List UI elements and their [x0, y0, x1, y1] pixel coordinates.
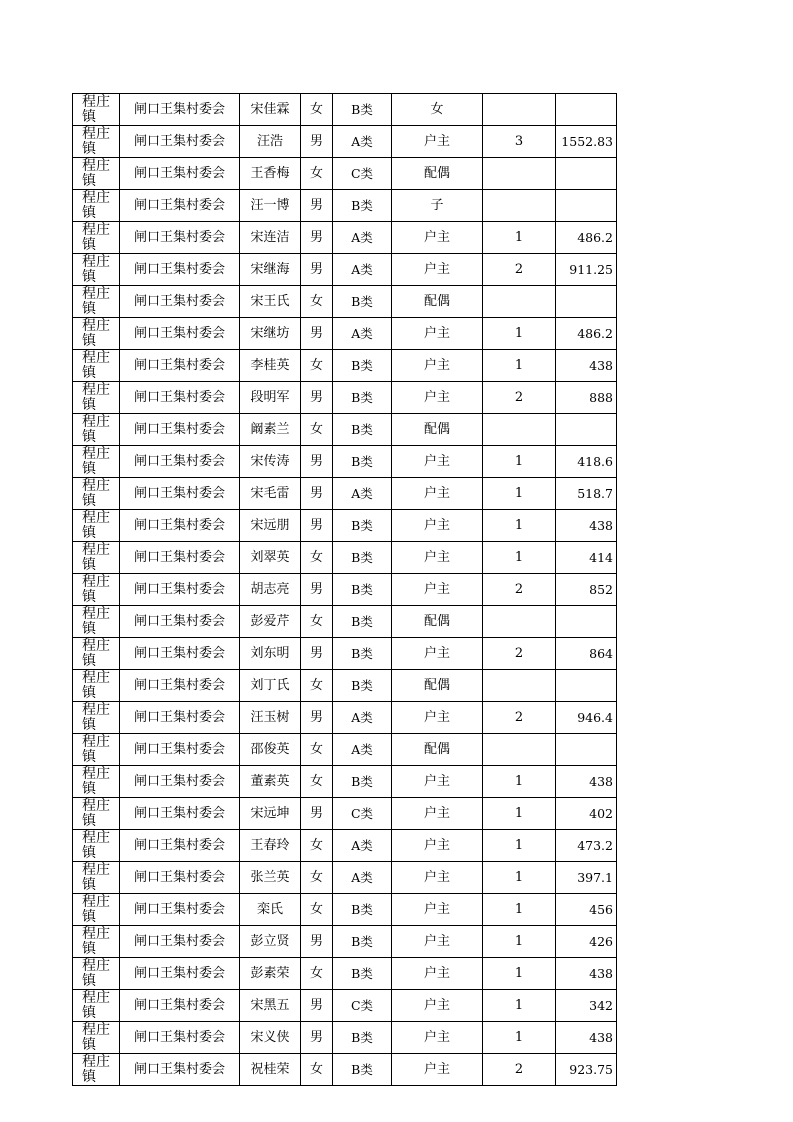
- table-row: [73, 958, 617, 990]
- relation-cell: 配偶: [392, 286, 483, 318]
- amount-cell: 438: [556, 1022, 617, 1054]
- category-cell: A类: [333, 254, 392, 286]
- amount-cell: [556, 158, 617, 190]
- village-cell: 闸口王集村委会: [120, 478, 240, 510]
- amount-cell: 438: [556, 350, 617, 382]
- category-cell: A类: [333, 830, 392, 862]
- name-cell: 宋佳霖: [240, 94, 301, 126]
- relation-cell: 户主: [392, 830, 483, 862]
- gender-cell: 女: [301, 542, 333, 574]
- relation-cell: 户主: [392, 446, 483, 478]
- village-cell: 闸口王集村委会: [120, 702, 240, 734]
- amount-cell: 438: [556, 510, 617, 542]
- relation-cell: 户主: [392, 126, 483, 158]
- household-count-cell: 1: [483, 830, 556, 862]
- village-cell: 闸口王集村委会: [120, 510, 240, 542]
- relation-cell: 户主: [392, 862, 483, 894]
- village-cell: 闸口王集村委会: [120, 542, 240, 574]
- category-cell: B类: [333, 606, 392, 638]
- table-row: [73, 734, 617, 766]
- relation-cell: 户主: [392, 702, 483, 734]
- relation-cell: 户主: [392, 222, 483, 254]
- category-cell: B类: [333, 382, 392, 414]
- category-cell: A类: [333, 702, 392, 734]
- village-cell: 闸口王集村委会: [120, 958, 240, 990]
- amount-cell: 518.7: [556, 478, 617, 510]
- name-cell: 宋继坊: [240, 318, 301, 350]
- gender-cell: 男: [301, 574, 333, 606]
- table-row: [73, 126, 617, 158]
- town-cell: 程庄镇: [73, 958, 120, 990]
- household-count-cell: 1: [483, 766, 556, 798]
- amount-cell: 911.25: [556, 254, 617, 286]
- household-count-cell: 2: [483, 574, 556, 606]
- amount-cell: 426: [556, 926, 617, 958]
- category-cell: B类: [333, 958, 392, 990]
- category-cell: B类: [333, 510, 392, 542]
- name-cell: 段明军: [240, 382, 301, 414]
- amount-cell: 438: [556, 766, 617, 798]
- table-row: [73, 414, 617, 446]
- village-cell: 闸口王集村委会: [120, 382, 240, 414]
- town-cell: 程庄镇: [73, 190, 120, 222]
- gender-cell: 男: [301, 254, 333, 286]
- relation-cell: 配偶: [392, 158, 483, 190]
- table-row: [73, 286, 617, 318]
- relation-cell: 户主: [392, 894, 483, 926]
- relation-cell: 户主: [392, 574, 483, 606]
- village-cell: 闸口王集村委会: [120, 1054, 240, 1086]
- category-cell: B类: [333, 574, 392, 606]
- town-cell: 程庄镇: [73, 382, 120, 414]
- gender-cell: 男: [301, 318, 333, 350]
- name-cell: 彭立贤: [240, 926, 301, 958]
- relation-cell: 户主: [392, 766, 483, 798]
- category-cell: A类: [333, 222, 392, 254]
- relation-cell: 户主: [392, 542, 483, 574]
- category-cell: B类: [333, 446, 392, 478]
- table-row: [73, 542, 617, 574]
- table-row: [73, 510, 617, 542]
- table-row: [73, 1054, 617, 1086]
- village-cell: 闸口王集村委会: [120, 254, 240, 286]
- town-cell: 程庄镇: [73, 158, 120, 190]
- amount-cell: 402: [556, 798, 617, 830]
- village-cell: 闸口王集村委会: [120, 126, 240, 158]
- gender-cell: 女: [301, 734, 333, 766]
- household-count-cell: 1: [483, 926, 556, 958]
- name-cell: 汪一博: [240, 190, 301, 222]
- village-cell: 闸口王集村委会: [120, 414, 240, 446]
- household-count-cell: 1: [483, 862, 556, 894]
- relation-cell: 户主: [392, 350, 483, 382]
- name-cell: 宋远朋: [240, 510, 301, 542]
- name-cell: 宋继海: [240, 254, 301, 286]
- table-row: [73, 574, 617, 606]
- amount-cell: 923.75: [556, 1054, 617, 1086]
- village-cell: 闸口王集村委会: [120, 798, 240, 830]
- household-count-cell: 1: [483, 798, 556, 830]
- village-cell: 闸口王集村委会: [120, 862, 240, 894]
- category-cell: B类: [333, 926, 392, 958]
- name-cell: 张兰英: [240, 862, 301, 894]
- name-cell: 邵俊英: [240, 734, 301, 766]
- table-row: [73, 830, 617, 862]
- table-row: [73, 382, 617, 414]
- village-cell: 闸口王集村委会: [120, 638, 240, 670]
- table-row: [73, 446, 617, 478]
- amount-cell: 864: [556, 638, 617, 670]
- village-cell: 闸口王集村委会: [120, 158, 240, 190]
- relation-cell: 配偶: [392, 606, 483, 638]
- village-cell: 闸口王集村委会: [120, 670, 240, 702]
- table-body: [73, 94, 617, 1086]
- household-count-cell: 1: [483, 446, 556, 478]
- gender-cell: 男: [301, 638, 333, 670]
- town-cell: 程庄镇: [73, 862, 120, 894]
- gender-cell: 男: [301, 446, 333, 478]
- amount-cell: 397.1: [556, 862, 617, 894]
- town-cell: 程庄镇: [73, 318, 120, 350]
- household-count-cell: [483, 158, 556, 190]
- town-cell: 程庄镇: [73, 638, 120, 670]
- town-cell: 程庄镇: [73, 446, 120, 478]
- relation-cell: 户主: [392, 926, 483, 958]
- relation-cell: 户主: [392, 638, 483, 670]
- name-cell: 胡志亮: [240, 574, 301, 606]
- category-cell: A类: [333, 318, 392, 350]
- town-cell: 程庄镇: [73, 542, 120, 574]
- table-row: [73, 158, 617, 190]
- town-cell: 程庄镇: [73, 126, 120, 158]
- town-cell: 程庄镇: [73, 926, 120, 958]
- name-cell: 王春玲: [240, 830, 301, 862]
- household-count-cell: 2: [483, 254, 556, 286]
- household-count-cell: 1: [483, 222, 556, 254]
- household-count-cell: [483, 414, 556, 446]
- name-cell: 彭素荣: [240, 958, 301, 990]
- town-cell: 程庄镇: [73, 414, 120, 446]
- name-cell: 汪浩: [240, 126, 301, 158]
- name-cell: 栾氏: [240, 894, 301, 926]
- household-count-cell: [483, 94, 556, 126]
- village-cell: 闸口王集村委会: [120, 318, 240, 350]
- amount-cell: [556, 286, 617, 318]
- town-cell: 程庄镇: [73, 670, 120, 702]
- relation-cell: 户主: [392, 958, 483, 990]
- table-row: [73, 990, 617, 1022]
- gender-cell: 女: [301, 766, 333, 798]
- town-cell: 程庄镇: [73, 1022, 120, 1054]
- village-cell: 闸口王集村委会: [120, 286, 240, 318]
- household-count-cell: 1: [483, 478, 556, 510]
- gender-cell: 女: [301, 670, 333, 702]
- amount-cell: 946.4: [556, 702, 617, 734]
- amount-cell: [556, 670, 617, 702]
- town-cell: 程庄镇: [73, 1054, 120, 1086]
- gender-cell: 女: [301, 94, 333, 126]
- table-row: [73, 798, 617, 830]
- gender-cell: 男: [301, 478, 333, 510]
- gender-cell: 男: [301, 222, 333, 254]
- village-cell: 闸口王集村委会: [120, 990, 240, 1022]
- town-cell: 程庄镇: [73, 222, 120, 254]
- town-cell: 程庄镇: [73, 990, 120, 1022]
- gender-cell: 女: [301, 286, 333, 318]
- relation-cell: 女: [392, 94, 483, 126]
- amount-cell: 342: [556, 990, 617, 1022]
- relation-cell: 配偶: [392, 670, 483, 702]
- relation-cell: 户主: [392, 254, 483, 286]
- gender-cell: 女: [301, 158, 333, 190]
- table-row: [73, 766, 617, 798]
- name-cell: 彭爱芹: [240, 606, 301, 638]
- amount-cell: 852: [556, 574, 617, 606]
- name-cell: 刘丁氏: [240, 670, 301, 702]
- category-cell: A类: [333, 478, 392, 510]
- gender-cell: 女: [301, 894, 333, 926]
- household-count-cell: 1: [483, 510, 556, 542]
- assistance-table: [72, 93, 617, 1086]
- relation-cell: 配偶: [392, 734, 483, 766]
- relation-cell: 户主: [392, 318, 483, 350]
- household-count-cell: 2: [483, 638, 556, 670]
- table-row: [73, 670, 617, 702]
- relation-cell: 户主: [392, 478, 483, 510]
- gender-cell: 男: [301, 702, 333, 734]
- name-cell: 王香梅: [240, 158, 301, 190]
- amount-cell: 414: [556, 542, 617, 574]
- name-cell: 汪玉树: [240, 702, 301, 734]
- table-row: [73, 318, 617, 350]
- amount-cell: 1552.83: [556, 126, 617, 158]
- town-cell: 程庄镇: [73, 894, 120, 926]
- table-row: [73, 254, 617, 286]
- amount-cell: 473.2: [556, 830, 617, 862]
- town-cell: 程庄镇: [73, 286, 120, 318]
- town-cell: 程庄镇: [73, 830, 120, 862]
- category-cell: B类: [333, 638, 392, 670]
- table-row: [73, 350, 617, 382]
- household-count-cell: 1: [483, 990, 556, 1022]
- town-cell: 程庄镇: [73, 606, 120, 638]
- name-cell: 刘翠英: [240, 542, 301, 574]
- town-cell: 程庄镇: [73, 798, 120, 830]
- town-cell: 程庄镇: [73, 510, 120, 542]
- household-count-cell: [483, 734, 556, 766]
- category-cell: C类: [333, 990, 392, 1022]
- relation-cell: 户主: [392, 382, 483, 414]
- gender-cell: 男: [301, 926, 333, 958]
- relation-cell: 子: [392, 190, 483, 222]
- category-cell: B类: [333, 286, 392, 318]
- table-row: [73, 638, 617, 670]
- amount-cell: 418.6: [556, 446, 617, 478]
- household-count-cell: 2: [483, 702, 556, 734]
- category-cell: B类: [333, 94, 392, 126]
- category-cell: B类: [333, 1022, 392, 1054]
- town-cell: 程庄镇: [73, 350, 120, 382]
- name-cell: 宋王氏: [240, 286, 301, 318]
- name-cell: 董素英: [240, 766, 301, 798]
- table-row: [73, 190, 617, 222]
- table-row: [73, 926, 617, 958]
- amount-cell: [556, 606, 617, 638]
- household-count-cell: 2: [483, 1054, 556, 1086]
- village-cell: 闸口王集村委会: [120, 190, 240, 222]
- gender-cell: 男: [301, 1022, 333, 1054]
- gender-cell: 男: [301, 990, 333, 1022]
- gender-cell: 女: [301, 830, 333, 862]
- category-cell: B类: [333, 766, 392, 798]
- village-cell: 闸口王集村委会: [120, 446, 240, 478]
- amount-cell: 888: [556, 382, 617, 414]
- village-cell: 闸口王集村委会: [120, 766, 240, 798]
- amount-cell: [556, 734, 617, 766]
- gender-cell: 男: [301, 798, 333, 830]
- gender-cell: 男: [301, 190, 333, 222]
- category-cell: B类: [333, 894, 392, 926]
- village-cell: 闸口王集村委会: [120, 222, 240, 254]
- category-cell: A类: [333, 126, 392, 158]
- amount-cell: 438: [556, 958, 617, 990]
- town-cell: 程庄镇: [73, 734, 120, 766]
- household-count-cell: 1: [483, 350, 556, 382]
- category-cell: C类: [333, 798, 392, 830]
- amount-cell: [556, 414, 617, 446]
- relation-cell: 户主: [392, 1054, 483, 1086]
- name-cell: 宋传涛: [240, 446, 301, 478]
- category-cell: B类: [333, 190, 392, 222]
- category-cell: B类: [333, 350, 392, 382]
- gender-cell: 女: [301, 414, 333, 446]
- household-count-cell: 1: [483, 894, 556, 926]
- town-cell: 程庄镇: [73, 766, 120, 798]
- town-cell: 程庄镇: [73, 574, 120, 606]
- category-cell: B类: [333, 670, 392, 702]
- gender-cell: 男: [301, 382, 333, 414]
- category-cell: B类: [333, 542, 392, 574]
- table-row: [73, 222, 617, 254]
- gender-cell: 女: [301, 1054, 333, 1086]
- household-count-cell: [483, 286, 556, 318]
- village-cell: 闸口王集村委会: [120, 894, 240, 926]
- town-cell: 程庄镇: [73, 94, 120, 126]
- amount-cell: 456: [556, 894, 617, 926]
- table-row: [73, 894, 617, 926]
- relation-cell: 户主: [392, 798, 483, 830]
- name-cell: 宋毛雷: [240, 478, 301, 510]
- table-row: [73, 478, 617, 510]
- village-cell: 闸口王集村委会: [120, 1022, 240, 1054]
- table-row: [73, 862, 617, 894]
- table-row: [73, 606, 617, 638]
- household-count-cell: 3: [483, 126, 556, 158]
- name-cell: 李桂英: [240, 350, 301, 382]
- category-cell: C类: [333, 158, 392, 190]
- village-cell: 闸口王集村委会: [120, 830, 240, 862]
- village-cell: 闸口王集村委会: [120, 734, 240, 766]
- name-cell: 宋义侠: [240, 1022, 301, 1054]
- relation-cell: 户主: [392, 1022, 483, 1054]
- village-cell: 闸口王集村委会: [120, 94, 240, 126]
- town-cell: 程庄镇: [73, 702, 120, 734]
- household-count-cell: [483, 190, 556, 222]
- table-row: [73, 702, 617, 734]
- village-cell: 闸口王集村委会: [120, 606, 240, 638]
- amount-cell: [556, 94, 617, 126]
- category-cell: A类: [333, 862, 392, 894]
- household-count-cell: 1: [483, 958, 556, 990]
- category-cell: B类: [333, 1054, 392, 1086]
- relation-cell: 配偶: [392, 414, 483, 446]
- amount-cell: 486.2: [556, 318, 617, 350]
- relation-cell: 户主: [392, 990, 483, 1022]
- table-row: [73, 1022, 617, 1054]
- household-count-cell: [483, 606, 556, 638]
- village-cell: 闸口王集村委会: [120, 574, 240, 606]
- name-cell: 宋黑五: [240, 990, 301, 1022]
- household-count-cell: 1: [483, 542, 556, 574]
- name-cell: 刘东明: [240, 638, 301, 670]
- gender-cell: 女: [301, 958, 333, 990]
- town-cell: 程庄镇: [73, 478, 120, 510]
- relation-cell: 户主: [392, 510, 483, 542]
- gender-cell: 女: [301, 350, 333, 382]
- category-cell: B类: [333, 414, 392, 446]
- town-cell: 程庄镇: [73, 254, 120, 286]
- household-count-cell: 1: [483, 1022, 556, 1054]
- amount-cell: 486.2: [556, 222, 617, 254]
- village-cell: 闸口王集村委会: [120, 926, 240, 958]
- gender-cell: 男: [301, 126, 333, 158]
- amount-cell: [556, 190, 617, 222]
- category-cell: A类: [333, 734, 392, 766]
- name-cell: 阚素兰: [240, 414, 301, 446]
- table-row: [73, 94, 617, 126]
- household-count-cell: [483, 670, 556, 702]
- gender-cell: 女: [301, 862, 333, 894]
- name-cell: 宋远坤: [240, 798, 301, 830]
- gender-cell: 男: [301, 510, 333, 542]
- name-cell: 祝桂荣: [240, 1054, 301, 1086]
- household-count-cell: 2: [483, 382, 556, 414]
- name-cell: 宋连洁: [240, 222, 301, 254]
- household-count-cell: 1: [483, 318, 556, 350]
- gender-cell: 女: [301, 606, 333, 638]
- village-cell: 闸口王集村委会: [120, 350, 240, 382]
